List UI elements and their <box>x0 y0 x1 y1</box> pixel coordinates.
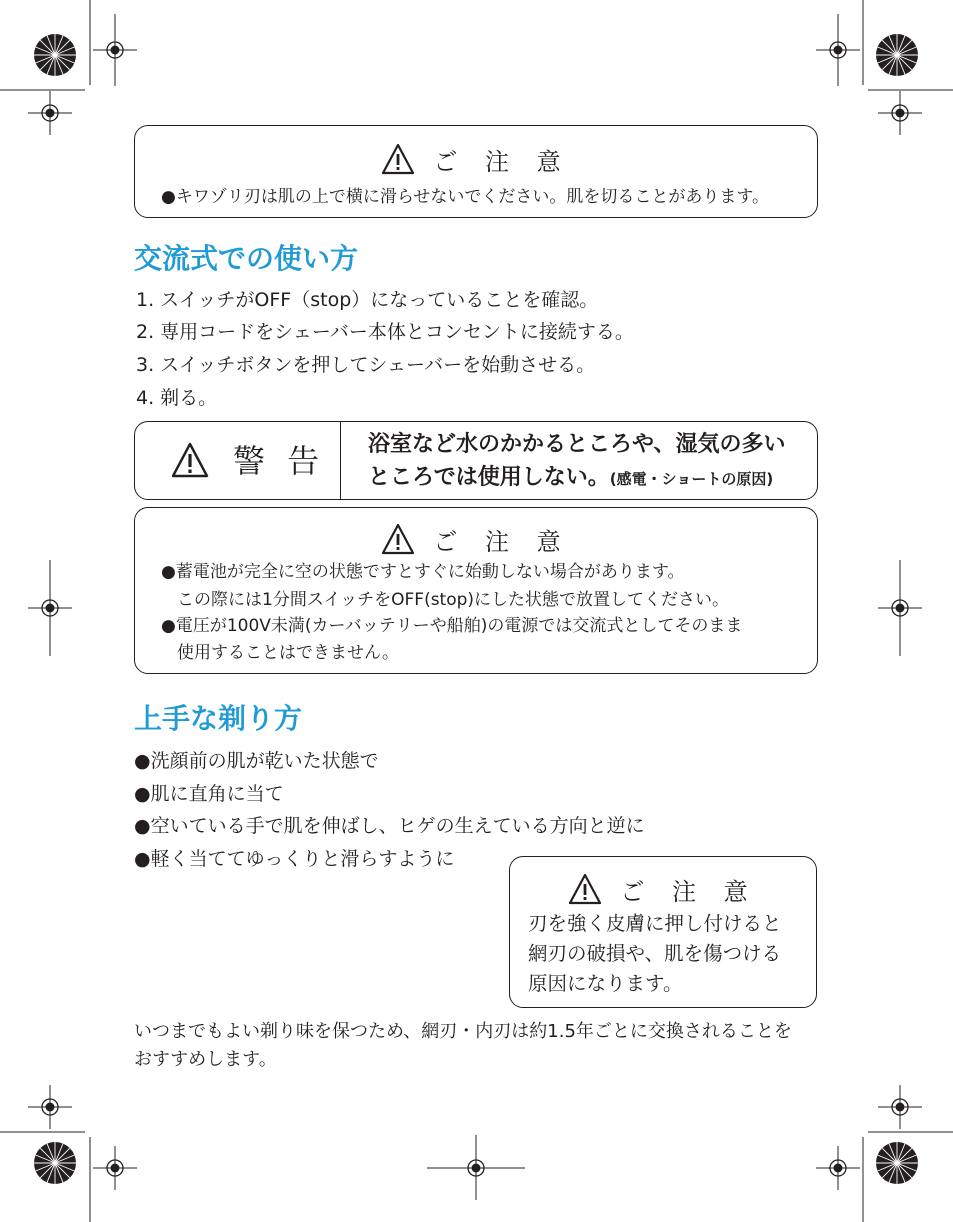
caution-box-pressure <box>509 856 817 1008</box>
caution-line-3: 原因になります。 <box>528 972 683 995</box>
tip-3: ●空いている手で肌を伸ばし、ヒゲの生えている方向と逆に <box>134 815 645 837</box>
warning-triangle-icon <box>381 143 415 175</box>
caution-text: ●キワゾリ刃は肌の上で横に滑らせないでください。肌を切ることがあります。 <box>161 187 769 207</box>
warning-box <box>134 421 818 500</box>
caution-box-battery <box>134 507 818 674</box>
caution-line-1: ●蓄電池が完全に空の状態ですとすぐに始動しない場合があります。 <box>161 562 685 582</box>
caution-title: ご 注 意 <box>433 528 571 556</box>
caution-line-3: ●電圧が100V未満(カーバッテリーや船舶)の電源では交流式としてそのまま <box>161 616 743 636</box>
warning-line-2-note: (感電・ショートの原因) <box>609 470 774 488</box>
tip-4: ●軽く当ててゆっくりと滑らすように <box>134 848 455 870</box>
caution-heading <box>510 873 816 906</box>
caution-title: ご 注 意 <box>433 148 571 176</box>
caution-line-4: 使用することはできません。 <box>177 643 400 663</box>
step-2: 2. 専用コードをシェーバー本体とコンセントに接続する。 <box>136 321 634 343</box>
warning-line-1: 浴室など水のかかるところや、湿気の多い <box>368 432 786 457</box>
caution-title: ご 注 意 <box>620 878 758 906</box>
warning-label: 警 告 <box>233 442 326 480</box>
tip-1: ●洗顔前の肌が乾いた状態で <box>134 750 379 772</box>
warning-label-cell <box>135 422 341 499</box>
caution-heading <box>135 143 817 176</box>
warning-line-2 <box>368 463 773 494</box>
warning-line-2-main: ところでは使用しない。 <box>368 465 610 490</box>
caution-line-2: 網刃の破損や、肌を傷つける <box>528 942 782 965</box>
footer-note-line-2: おすすめします。 <box>134 1049 277 1070</box>
caution-line-2: この際には1分間スイッチをOFF(stop)にした状態で放置してください。 <box>177 590 730 610</box>
step-1: 1. スイッチがOFF（stop）になっていることを確認。 <box>136 289 599 311</box>
warning-triangle-icon <box>381 523 415 555</box>
caution-heading <box>135 523 817 556</box>
caution-box-blade <box>134 125 818 218</box>
footer-note-line-1: いつまでもよい剃り味を保つため、網刃・内刃は約1.5年ごとに交換されることを <box>134 1021 792 1042</box>
section-heading-ac-usage: 交流式での使い方 <box>134 242 359 275</box>
tip-2: ●肌に直角に当て <box>134 783 284 805</box>
step-4: 4. 剃る。 <box>136 387 218 409</box>
step-3: 3. スイッチボタンを押してシェーバーを始動させる。 <box>136 354 596 376</box>
warning-triangle-icon <box>171 442 209 478</box>
caution-line-1: 刃を強く皮膚に押し付けると <box>528 912 782 935</box>
warning-triangle-icon <box>568 873 602 905</box>
section-heading-shaving-tips: 上手な剃り方 <box>134 702 303 735</box>
